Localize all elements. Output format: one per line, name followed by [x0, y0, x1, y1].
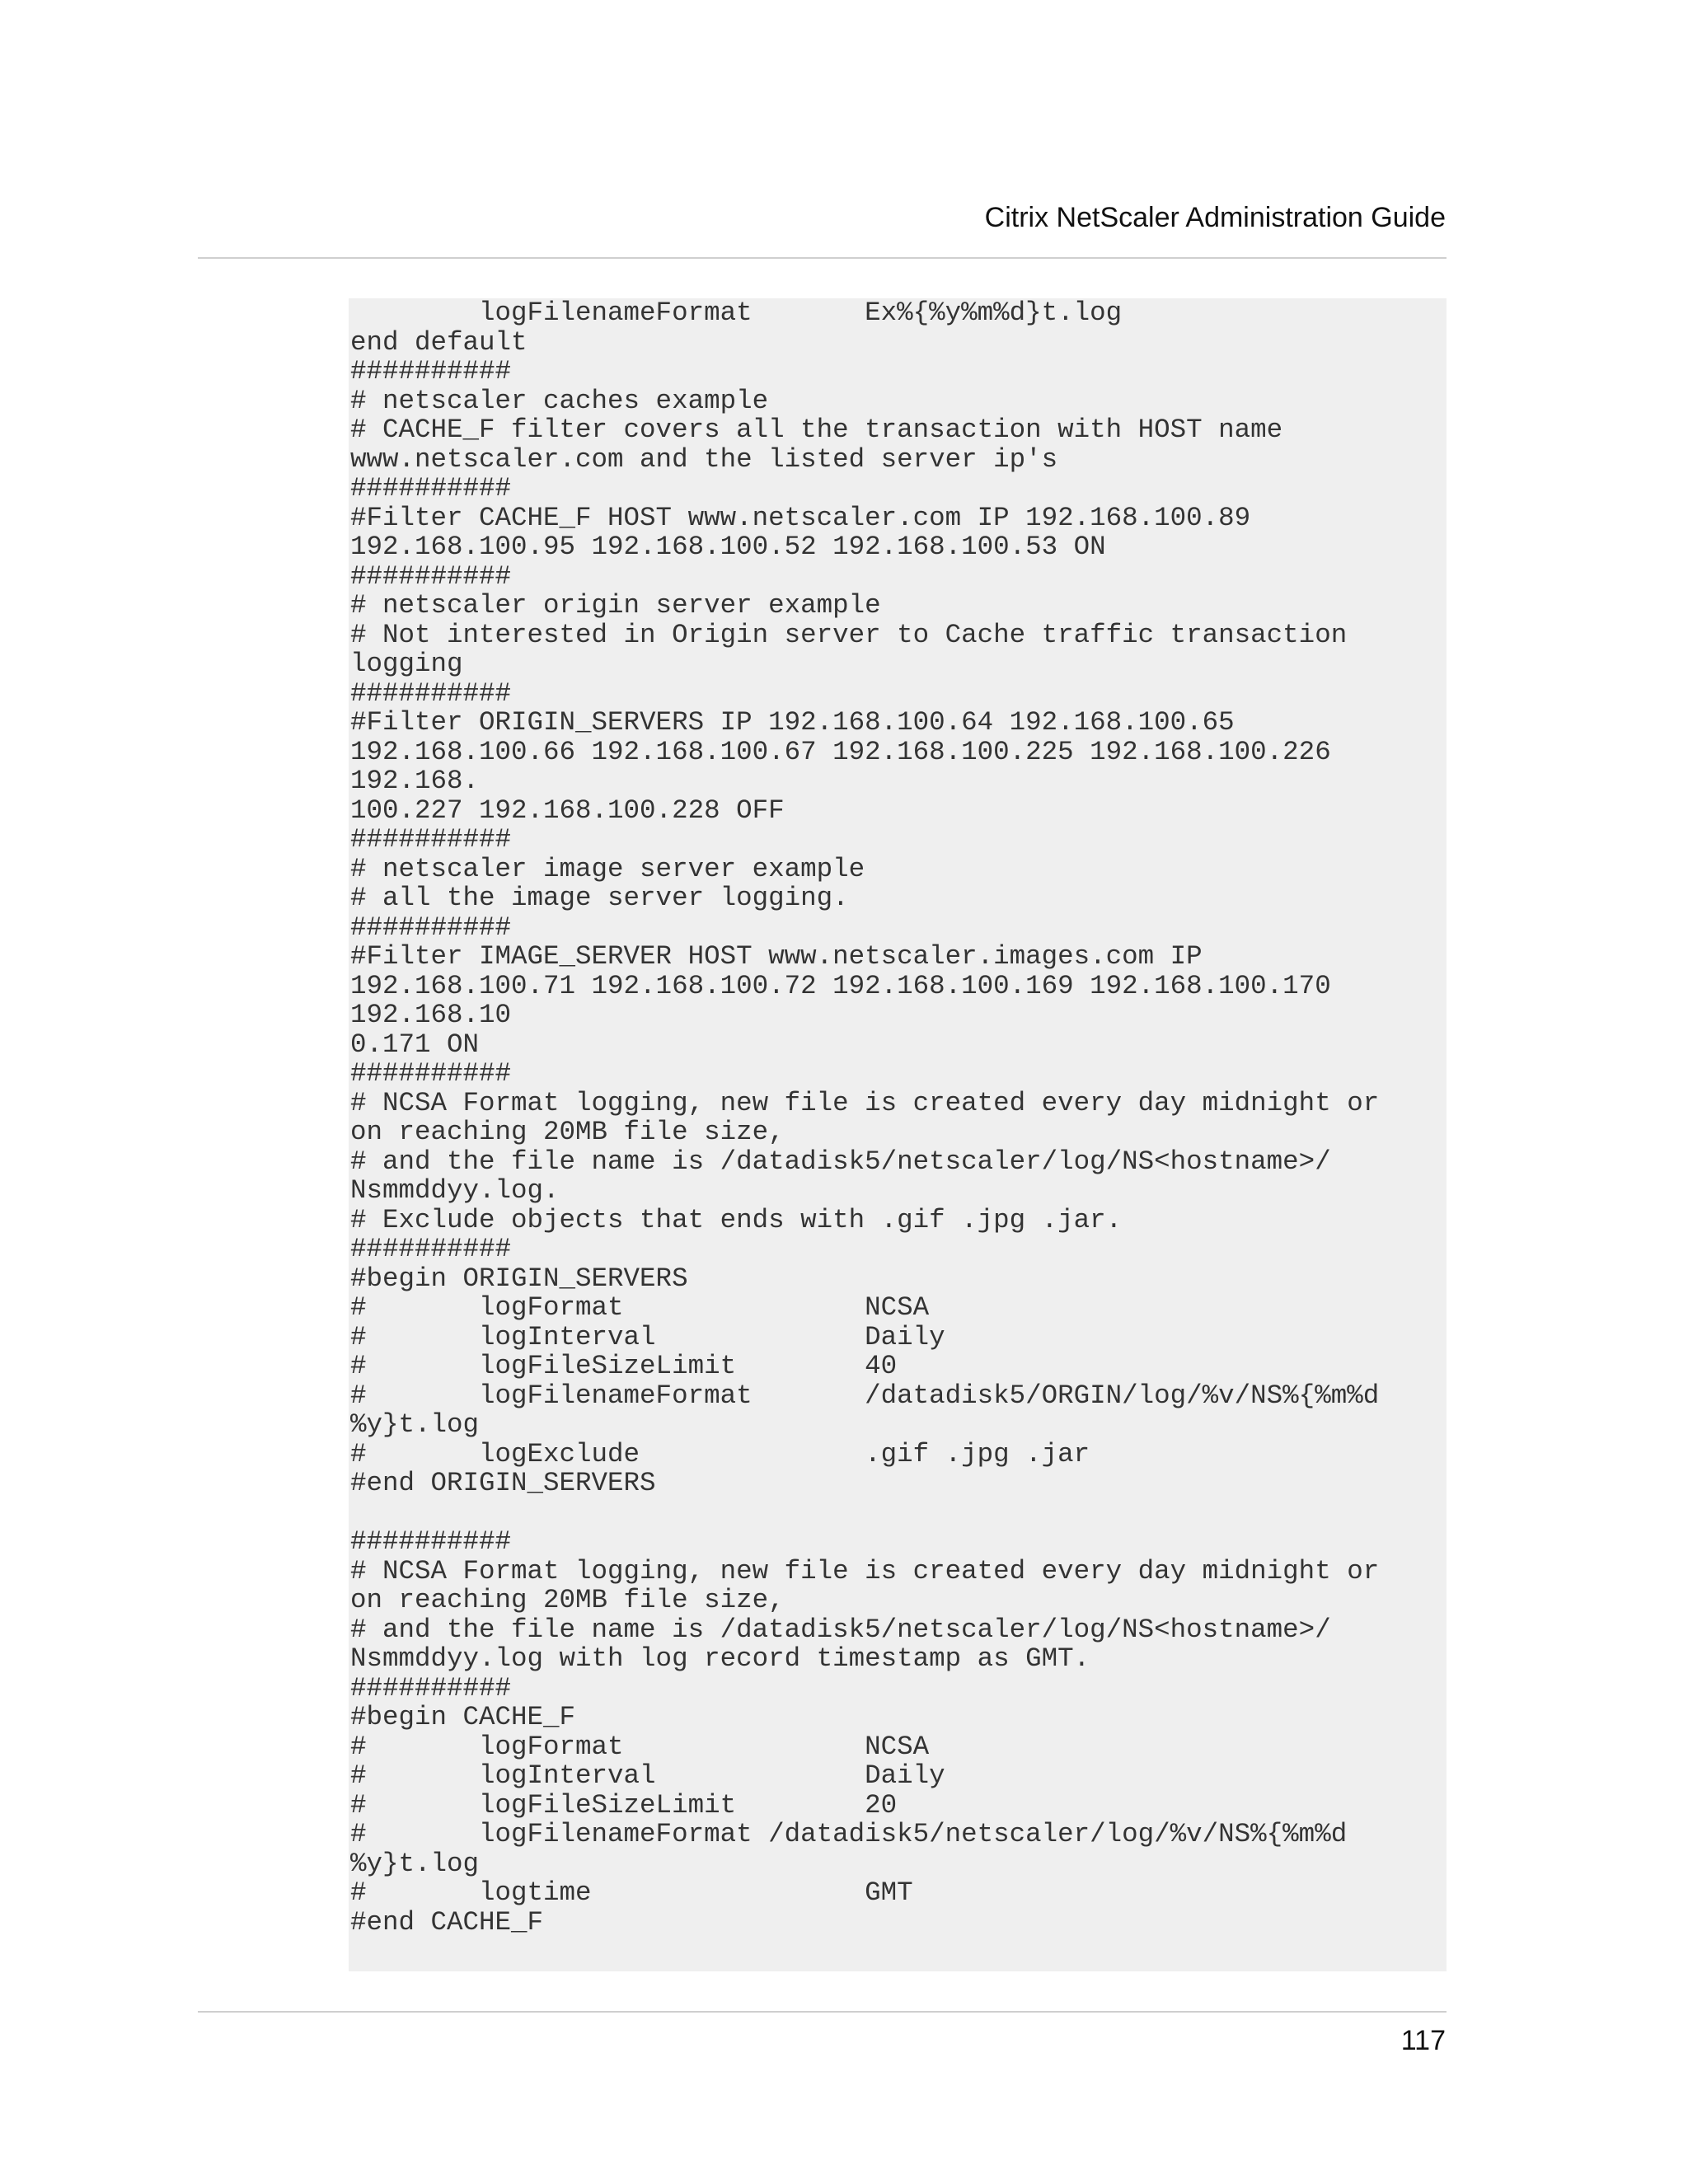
code-line: # logtime GMT: [350, 1877, 913, 1908]
code-line: #end CACHE_F: [350, 1906, 544, 1938]
code-line: ##########: [350, 1234, 512, 1264]
code-line: %y}t.log: [350, 1848, 480, 1879]
code-line: www.netscaler.com and the listed server ip's: [350, 443, 1058, 475]
code-line: 192.168.10: [350, 1000, 512, 1030]
code-line: # and the file name is /datadisk5/netscaler/log/NS<hostname>/: [350, 1146, 1331, 1177]
running-header-title: Citrix NetScaler Administration Guide: [984, 202, 1446, 233]
code-line: # logInterval Daily: [350, 1321, 945, 1352]
code-line: 192.168.: [350, 766, 480, 796]
code-line: #Filter IMAGE_SERVER HOST www.netscaler.images.com IP: [350, 941, 1203, 972]
code-line: Nsmmddyy.log with log record timestamp as GMT.: [350, 1643, 1090, 1674]
code-line: # Not interested in Origin server to Cache traffic transaction: [350, 619, 1348, 650]
code-line: #begin CACHE_F: [350, 1702, 576, 1732]
code-line: ##########: [350, 1672, 512, 1704]
code-line: 192.168.100.66 192.168.100.67 192.168.100.225 192.168.100.226: [350, 736, 1331, 767]
code-line: # logFilenameFormat /datadisk5/ORGIN/log/%v/NS%{%m%d: [350, 1380, 1380, 1411]
code-line: ##########: [350, 677, 512, 709]
code-line: # CACHE_F filter covers all the transaction with HOST name: [350, 415, 1283, 445]
code-line: # logFileSizeLimit 40: [350, 1351, 898, 1381]
code-line: on reaching 20MB file size,: [350, 1585, 785, 1615]
code-line: end default: [350, 326, 528, 358]
code-line: ##########: [350, 356, 512, 387]
page-number: 117: [1400, 2025, 1446, 2056]
footer-rule: [198, 2011, 1447, 2013]
code-line: Nsmmddyy.log.: [350, 1175, 560, 1206]
code-line: ##########: [350, 473, 512, 504]
header-rule: [198, 257, 1447, 259]
code-line: # all the image server logging.: [350, 883, 849, 913]
code-line: # NCSA Format logging, new file is created every day midnight or: [350, 1087, 1380, 1118]
code-line: # netscaler origin server example: [350, 590, 881, 621]
code-line: #Filter ORIGIN_SERVERS IP 192.168.100.64 192.168.100.65: [350, 707, 1235, 738]
code-line: # logFormat NCSA: [350, 1731, 930, 1762]
code-line: ##########: [350, 912, 512, 943]
code-line: # netscaler image server example: [350, 853, 865, 884]
code-line: ##########: [350, 560, 512, 592]
code-line: 192.168.100.71 192.168.100.72 192.168.100.169 192.168.100.170: [350, 970, 1331, 1001]
code-line: 192.168.100.95 192.168.100.52 192.168.100.53 ON: [350, 532, 1106, 562]
code-line: ##########: [350, 824, 512, 855]
code-line: # netscaler caches example: [350, 385, 769, 416]
code-line: %y}t.log: [350, 1409, 480, 1440]
code-line: # and the file name is /datadisk5/netscaler/log/NS<hostname>/: [350, 1614, 1331, 1645]
code-line: #begin ORIGIN_SERVERS: [350, 1263, 688, 1294]
code-line: # logFormat NCSA: [350, 1292, 930, 1323]
code-line: # NCSA Format logging, new file is created every day midnight or: [350, 1555, 1380, 1586]
code-line: 100.227 192.168.100.228 OFF: [350, 794, 785, 826]
code-line: # logExclude .gif .jpg .jar: [350, 1438, 1090, 1469]
code-line: ##########: [350, 1058, 512, 1089]
code-line: # logInterval Daily: [350, 1760, 945, 1791]
code-line: #end ORIGIN_SERVERS: [350, 1468, 656, 1498]
code-line: # logFilenameFormat /datadisk5/netscaler/log/%v/NS%{%m%d: [350, 1819, 1348, 1849]
code-block: [349, 298, 1447, 1971]
code-line: on reaching 20MB file size,: [350, 1117, 785, 1147]
code-line: # Exclude objects that ends with .gif .jpg .jar.: [350, 1204, 1123, 1235]
code-line: # logFileSizeLimit 20: [350, 1789, 898, 1821]
code-line: logFilenameFormat Ex%{%y%m%d}t.log: [350, 298, 1123, 328]
code-line: 0.171 ON: [350, 1029, 480, 1060]
code-line: #Filter CACHE_F HOST www.netscaler.com IP 192.168.100.89: [350, 502, 1251, 533]
code-line: ##########: [350, 1526, 512, 1557]
code-line: logging: [350, 649, 463, 679]
code-line: [350, 1498, 1447, 1528]
